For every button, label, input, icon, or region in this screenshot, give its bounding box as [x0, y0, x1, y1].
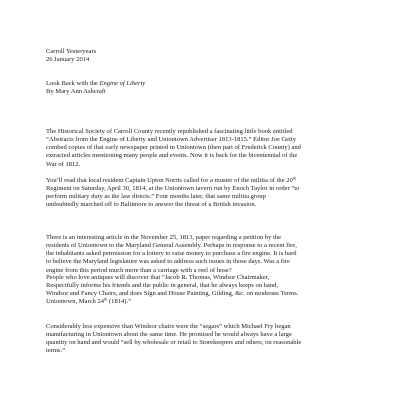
paragraph-line: “Abstracts from the Engine of Liberty and Uniontown Advertiser 1813-1815.” Editor Joe Getty: [46, 136, 296, 144]
paragraph-1: [46, 128, 364, 169]
column-name: Carroll Yesteryears: [46, 48, 97, 55]
publication-date: 26 January 2014: [46, 56, 90, 64]
paragraph-3: [46, 234, 364, 275]
ordinal-suffix: th: [292, 175, 297, 181]
paragraph-line: [46, 298, 364, 306]
paragraph-line: extracted articles mentioning many people and events. Now it is back for the bicentennial of the: [46, 152, 298, 160]
paragraph-line: The Historical Society of Carroll County recently republished a fascinating little book entitled: [46, 128, 293, 135]
paragraph-line: the inhabitants asked permission for a lottery to raise money to purchase a fire engine. It is hard: [46, 250, 297, 258]
paragraph-line: Respectfully informs his friends and the public in general, that he always keeps on hand,: [46, 282, 278, 290]
paragraph-text: (1814).”: [107, 298, 131, 306]
paragraph-line: engine from this period much more than a carriage with a reel of hose?: [46, 266, 232, 274]
article-title: [46, 80, 364, 88]
paragraph-5: [46, 323, 364, 356]
paragraph-line: manufacturing in Uniontown about the same time. He promised he would always have a large: [46, 331, 292, 339]
paragraph-line: to believe the Maryland legislature was asked to address such issues in those days. Was a fire: [46, 258, 290, 266]
paragraph-line: Considerably less expensive than Windsor chairs were the “segars” which Michael Fry began: [46, 323, 291, 330]
paragraph-line: combed copies of that early newspaper printed in Uniontown (then part of Frederick County) and: [46, 144, 301, 152]
paragraph-line: There is an interesting article in the November 25, 1813, paper regarding a petition by the: [46, 234, 282, 241]
article-title-prefix: Look Back with the: [46, 80, 100, 87]
article-title-emphasis: Engine of Liberty: [99, 80, 146, 87]
paragraph-line: perform military duty as the law directs.” Four months later, that same militia group: [46, 193, 266, 201]
paragraph-line: People who love antiques will discover that “Jacob R. Thomas, Windsor Chairmaker,: [46, 274, 270, 281]
paragraph-line: Regiment on Saturday, April 30, 1814, at the Uniontown tavern run by Enoch Taylor in order “to: [46, 185, 300, 193]
paragraph-line: War of 1812.: [46, 160, 81, 168]
paragraph-line: residents of Uniontown to the Maryland General Assembly. Perhaps in response to a recent fire,: [46, 242, 297, 250]
article-meta: [46, 48, 364, 64]
paragraph-line: undoubtedly marched off to Baltimore to answer the threat of a British invasion.: [46, 201, 257, 209]
paragraph-line: quantity on hand and would “sell by wholesale or retail to Storekeepers and others, on reasonable: [46, 339, 302, 347]
paragraph-line: terms.”: [46, 347, 66, 355]
paragraph-line: Windsor and Fancy Chairs, and does Sign and House Painting, Gilding, &c. on moderate Terms.: [46, 290, 299, 298]
paragraph-text: You’ll read that local resident Captain Upton Norris called for a muster of the militia of the 20: [46, 177, 293, 184]
ordinal-suffix: th: [104, 297, 108, 303]
paragraph-4: [46, 274, 364, 307]
article-heading: [46, 80, 364, 96]
paragraph-2: [46, 177, 364, 210]
article-byline: By Mary Ann Ashcraft: [46, 88, 106, 96]
paragraph-text: Uniontown, March 24: [46, 298, 105, 306]
paragraph-line: [46, 177, 364, 185]
